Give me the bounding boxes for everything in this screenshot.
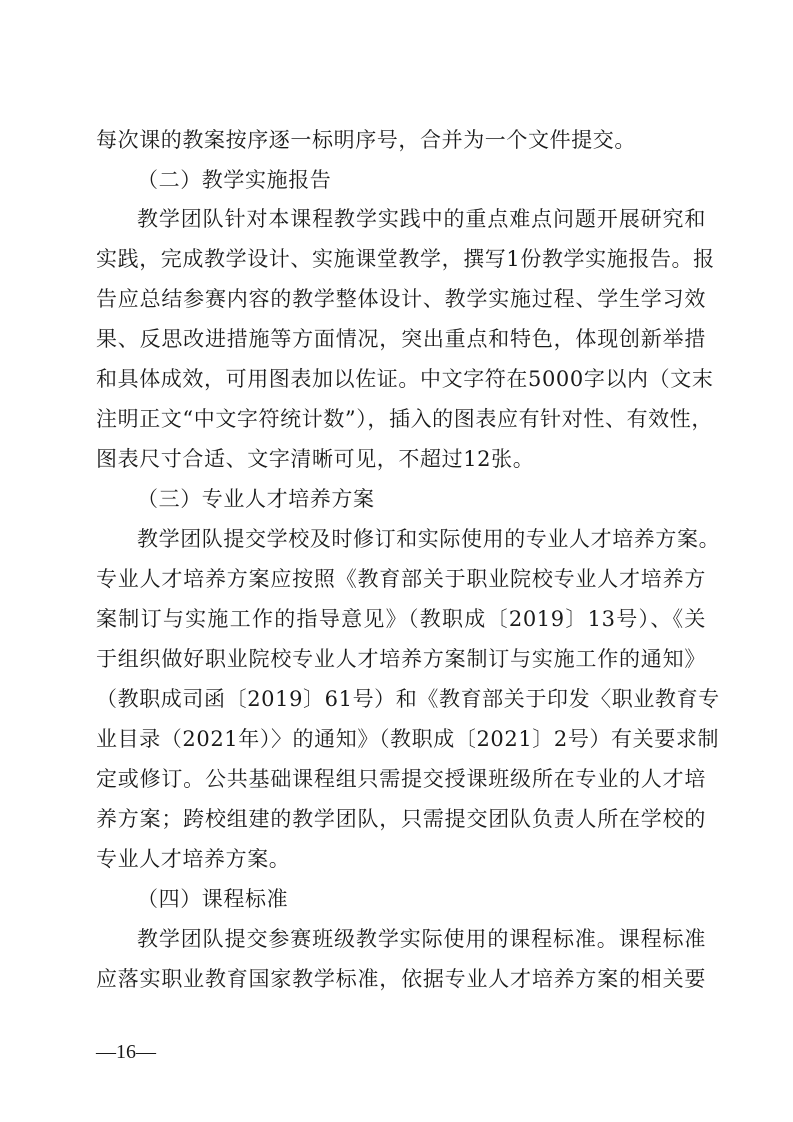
paragraph-line: 专业人才培养方案。: [96, 847, 291, 871]
section-heading-course-standard: （四）课程标准: [137, 887, 289, 911]
paragraph-line: （教职成司函〔2019〕61号）和《教育部关于印发〈职业教育专: [96, 687, 720, 711]
paragraph-line: 应落实职业教育国家教学标准，依据专业人才培养方案的相关要: [96, 967, 706, 991]
paragraph-line: 于组织做好职业院校专业人才培养方案制订与实施工作的通知》: [96, 647, 706, 671]
paragraph-line: 定或修订。公共基础课程组只需提交授课班级所在专业的人才培: [96, 767, 706, 791]
paragraph-line: 图表尺寸合适、文字清晰可见，不超过12张。: [96, 447, 535, 471]
section-heading-training-program: （三）专业人才培养方案: [137, 487, 375, 511]
paragraph-line: 教学团队提交学校及时修订和实际使用的专业人才培养方案。: [137, 527, 721, 551]
paragraph-line: 养方案；跨校组建的教学团队，只需提交团队负责人所在学校的: [96, 807, 706, 831]
section-heading-teaching-report: （二）教学实施报告: [137, 168, 332, 192]
paragraph-line: 专业人才培养方案应按照《教育部关于职业院校专业人才培养方: [96, 567, 706, 591]
paragraph-line: 教学团队针对本课程教学实践中的重点难点问题开展研究和: [137, 207, 706, 231]
paragraph-line: 注明正文“中文字符统计数”），插入的图表应有针对性、有效性，: [96, 407, 713, 431]
paragraph-line: 教学团队提交参赛班级教学实际使用的课程标准。课程标准: [137, 927, 706, 951]
paragraph-line: 案制订与实施工作的指导意见》（教职成〔2019〕13号）、《关: [96, 607, 706, 631]
paragraph-line: 果、反思改进措施等方面情况，突出重点和特色，体现创新举措: [96, 327, 706, 351]
page-number: —16—: [96, 1041, 156, 1063]
paragraph-line: 实践，完成教学设计、实施课堂教学，撰写1份教学实施报告。报: [96, 247, 715, 271]
paragraph-line: 业目录（2021年）〉的通知》（教职成〔2021〕2号）有关要求制: [96, 727, 720, 751]
paragraph-line: 和具体成效，可用图表加以佐证。中文字符在5000字以内（文末: [96, 367, 714, 391]
paragraph-line: 告应总结参赛内容的教学整体设计、教学实施过程、学生学习效: [96, 287, 706, 311]
intro-line-1: 每次课的教案按序逐一标明序号，合并为一个文件提交。: [96, 128, 636, 152]
